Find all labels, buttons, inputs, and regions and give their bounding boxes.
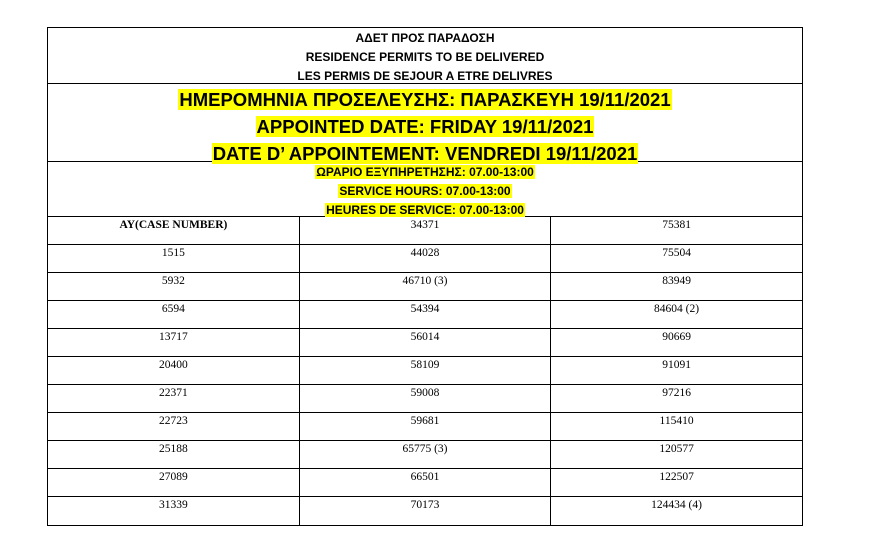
- case-number-cell: 25188: [48, 441, 299, 469]
- case-number-table: [48, 216, 802, 525]
- case-number-cell: 58109: [299, 357, 550, 385]
- table-row: [48, 385, 802, 413]
- table-row: [48, 301, 802, 329]
- service-hours: [48, 162, 802, 216]
- case-number-cell: 91091: [551, 357, 802, 385]
- appointment-dates: [48, 84, 802, 162]
- table-row: [48, 217, 802, 245]
- case-number-cell: 34371: [299, 217, 550, 245]
- case-number-cell: 1515: [48, 245, 299, 273]
- table-row: [48, 273, 802, 301]
- case-number-cell: 120577: [551, 441, 802, 469]
- case-number-cell: 54394: [299, 301, 550, 329]
- case-number-cell: 5932: [48, 273, 299, 301]
- case-number-cell: 90669: [551, 329, 802, 357]
- header-title-french: LES PERMIS DE SEJOUR A ETRE DELIVRES: [297, 69, 553, 83]
- case-number-cell: 70173: [299, 497, 550, 525]
- column-header-case-number: AY(CASE NUMBER): [48, 217, 299, 245]
- case-number-cell: 124434 (4): [551, 497, 802, 525]
- case-number-cell: 46710 (3): [299, 273, 550, 301]
- case-number-cell: 59008: [299, 385, 550, 413]
- date-french: DATE D’ APPOINTEMENT: VENDREDI 19/11/2021: [212, 143, 638, 164]
- case-number-cell: 122507: [551, 469, 802, 497]
- case-number-cell: 83949: [551, 273, 802, 301]
- hours-greek: ΩΡΑΡΙΟ ΕΞΥΠΗΡΕΤΗΣΗΣ: 07.00-13:00: [316, 165, 534, 179]
- hours-english: SERVICE HOURS: 07.00-13:00: [339, 184, 511, 198]
- case-number-cell: 44028: [299, 245, 550, 273]
- permits-document: [47, 27, 803, 526]
- table-row: [48, 329, 802, 357]
- table-row: [48, 413, 802, 441]
- case-number-cell: 59681: [299, 413, 550, 441]
- case-number-cell: 75381: [551, 217, 802, 245]
- header-title-greek: ΑΔΕΤ ΠΡΟΣ ΠΑΡΑΔΟΣΗ: [355, 31, 495, 45]
- date-english: APPOINTED DATE: FRIDAY 19/11/2021: [256, 116, 594, 137]
- case-number-cell: 65775 (3): [299, 441, 550, 469]
- table-row: [48, 245, 802, 273]
- case-number-cell: 22371: [48, 385, 299, 413]
- case-number-cell: 84604 (2): [551, 301, 802, 329]
- date-greek: ΗΜΕΡΟΜΗΝΙΑ ΠΡΟΣΕΛΕΥΣΗΣ: ΠΑΡΑΣΚΕΥΗ 19/11/2021: [179, 89, 671, 110]
- case-number-cell: 31339: [48, 497, 299, 525]
- case-number-cell: 27089: [48, 469, 299, 497]
- table-row: [48, 357, 802, 385]
- table-row: [48, 469, 802, 497]
- table-row: [48, 497, 802, 525]
- case-number-cell: 66501: [299, 469, 550, 497]
- header-title-english: RESIDENCE PERMITS TO BE DELIVERED: [305, 50, 545, 64]
- case-number-cell: 22723: [48, 413, 299, 441]
- case-number-cell: 6594: [48, 301, 299, 329]
- document-header: [48, 28, 802, 84]
- case-number-cell: 20400: [48, 357, 299, 385]
- case-number-cell: 115410: [551, 413, 802, 441]
- case-number-cell: 13717: [48, 329, 299, 357]
- case-number-cell: 97216: [551, 385, 802, 413]
- case-number-cell: 75504: [551, 245, 802, 273]
- table-row: [48, 441, 802, 469]
- case-number-cell: 56014: [299, 329, 550, 357]
- hours-french: HEURES DE SERVICE: 07.00-13:00: [326, 203, 524, 217]
